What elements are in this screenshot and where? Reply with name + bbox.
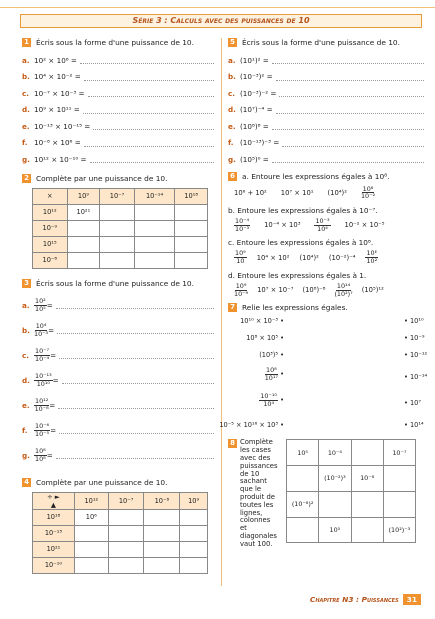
times-icon: × <box>47 192 53 200</box>
grid-cell[interactable]: 10⁻⁴ <box>319 440 351 466</box>
table-cell[interactable] <box>175 236 208 252</box>
item-fraction <box>34 423 50 437</box>
exercise-number: 6 <box>228 172 237 181</box>
item-expression: 10¹² × 10⁻¹⁰ = <box>34 154 87 164</box>
chapter-title: Chapitre N3 : Puissances <box>309 595 399 604</box>
answer-line[interactable] <box>58 401 214 409</box>
table-cell[interactable]: 10²¹ <box>67 204 100 220</box>
exercise-item <box>228 151 424 168</box>
equals-sign: = <box>49 400 56 410</box>
equals-sign: = <box>50 350 57 360</box>
exercise-instruction: Relie les expressions égales. <box>242 303 348 313</box>
numerator: 10⁻¹³ <box>35 371 52 380</box>
column-divider <box>221 38 222 586</box>
item-label: e. <box>22 400 30 410</box>
exercise-item <box>228 135 424 152</box>
table-cell[interactable] <box>175 204 208 220</box>
right-expression[interactable]: • 10⁻¹² <box>404 351 428 360</box>
expression[interactable]: (10⁵)¹² <box>361 286 384 295</box>
item-expression: (10⁸)⁸ = <box>240 121 269 131</box>
answer-line[interactable] <box>276 73 424 81</box>
equals-sign: = <box>48 325 55 335</box>
expression[interactable]: (10⁸)⁻⁸ <box>302 286 326 295</box>
exercise-instruction: Complète les cases avec des puissances de 10 sachant que le produit de toutes les lignes, colonnes et diagonales vaut 100. <box>240 438 278 548</box>
exercise-item <box>228 102 424 119</box>
table-cell[interactable] <box>100 220 135 236</box>
expression[interactable]: 10⁷ × 10¹ <box>280 188 314 197</box>
item-fraction <box>34 298 47 312</box>
table-cell[interactable] <box>144 541 180 557</box>
row-header: 10¹² <box>33 204 68 220</box>
answer-line[interactable] <box>59 351 214 359</box>
item-label: c. <box>22 88 29 98</box>
expression-fraction[interactable] <box>365 250 378 264</box>
right-expression[interactable]: • 10¹⁰ <box>404 317 424 326</box>
grid-cell[interactable] <box>383 491 415 517</box>
item-label: a. <box>228 55 236 65</box>
item-label: f. <box>228 138 234 148</box>
left-expression[interactable]: 10¹⁰ × 10⁻³ • <box>240 317 284 326</box>
grid-cell[interactable] <box>287 466 319 492</box>
matching-area <box>219 317 428 437</box>
numerator: 10⁻⁶ <box>35 421 50 430</box>
right-expression[interactable]: • 10⁻⁹ <box>404 334 425 343</box>
expression[interactable]: 10⁻² × 10⁻⁵ <box>344 221 385 230</box>
table-cell[interactable]: 10⁶ <box>74 509 108 525</box>
exercise-item <box>22 85 214 102</box>
item-label: c. <box>22 350 29 360</box>
right-expression[interactable]: • 10⁷ <box>404 399 422 408</box>
column-header: 10⁹ <box>180 492 208 509</box>
item-fraction <box>34 348 50 362</box>
equals-sign: = <box>46 450 53 460</box>
item-label: b. <box>228 72 236 82</box>
right-expression[interactable]: • 10¹⁴ <box>404 421 424 430</box>
table-cell[interactable] <box>74 525 108 541</box>
expression[interactable]: 10⁷ × 10⁻⁷ <box>257 286 294 295</box>
item-label: a. <box>22 300 30 310</box>
column-header: 10⁹ <box>67 188 100 204</box>
expression-fraction[interactable] <box>234 218 250 232</box>
table-cell[interactable] <box>100 252 135 268</box>
exercise-item <box>22 443 214 468</box>
answer-line[interactable] <box>56 451 214 459</box>
grid-cell[interactable] <box>319 491 351 517</box>
table-cell[interactable] <box>180 541 208 557</box>
exercise-number: 7 <box>228 303 237 312</box>
table-cell[interactable] <box>134 252 174 268</box>
denominator: 10¹⁷ <box>264 373 278 382</box>
grid-cell[interactable] <box>287 517 319 543</box>
item-expression: (10¹)² = <box>240 55 269 65</box>
item-expression: (10⁻³)⁻² = <box>240 88 277 98</box>
exercise-number: 1 <box>22 38 31 47</box>
item-label: d. <box>228 105 236 115</box>
item-expression: 10⁴ × 10⁻² = <box>34 72 81 82</box>
numerator: 10⁴ <box>35 321 47 330</box>
division-table <box>32 492 208 574</box>
answer-line[interactable] <box>84 73 214 81</box>
answer-line[interactable] <box>276 106 424 114</box>
answer-line[interactable] <box>62 376 214 384</box>
expression[interactable]: 10⁴ × 10² <box>256 253 290 262</box>
grid-cell[interactable]: 10⁵ <box>319 517 351 543</box>
table-cell[interactable] <box>175 252 208 268</box>
equals-sign: = <box>46 300 53 310</box>
column-header: 10⁻⁷ <box>100 188 135 204</box>
right-expression[interactable]: • 10⁻¹⁴ <box>404 373 428 382</box>
table-cell[interactable] <box>74 541 108 557</box>
table-cell[interactable] <box>144 525 180 541</box>
table-cell[interactable] <box>67 236 100 252</box>
item-expression: (10⁵)⁰ = <box>240 154 269 164</box>
exercise-item <box>22 343 214 368</box>
exercise-6d-instruction: d. Entoure les expressions égales à 1. <box>228 270 367 280</box>
answer-line[interactable] <box>93 122 214 130</box>
numerator: 10¹² <box>35 396 49 405</box>
left-expression[interactable]: 10⁸ × 10⁵ • <box>246 334 284 343</box>
table-cell[interactable] <box>67 252 100 268</box>
item-label: e. <box>22 121 30 131</box>
exercise-5 <box>228 38 424 168</box>
table-cell[interactable] <box>134 220 174 236</box>
numerator: 10⁸ <box>35 446 46 455</box>
answer-line[interactable] <box>272 122 424 130</box>
exercise-item <box>228 118 424 135</box>
corner-cell <box>33 492 75 509</box>
answer-line[interactable] <box>90 155 214 163</box>
table-cell[interactable] <box>108 557 144 573</box>
expression[interactable]: (10⁴)² <box>299 253 319 262</box>
column-header: 10¹⁸ <box>175 188 208 204</box>
column-header: 10⁻⁸ <box>144 492 180 509</box>
divide-icon: ÷ <box>47 492 53 501</box>
item-expression: (10⁻³)² = <box>240 72 273 82</box>
left-column <box>22 38 214 574</box>
arrow-right-icon: ► <box>54 492 60 501</box>
expression-fraction[interactable] <box>334 283 352 297</box>
exercise-number: 3 <box>22 279 31 288</box>
item-label: g. <box>228 154 236 164</box>
denominator: 10⁸ <box>35 454 46 463</box>
item-expression: 10⁹ × 10¹¹ = <box>34 105 80 115</box>
denominator: 10¹⁰ <box>36 379 50 388</box>
numerator: 10ᴱ <box>366 249 378 258</box>
magic-square <box>286 439 416 543</box>
item-expression: 10² × 10⁶ = <box>34 55 77 65</box>
table-cell[interactable] <box>67 220 100 236</box>
exercise-instruction: Complète par une puissance de 10. <box>36 173 168 183</box>
row-header: 10⁻¹³ <box>33 525 75 541</box>
exercise-8 <box>228 439 424 548</box>
denominator: 10⁴ <box>317 224 328 233</box>
left-expression[interactable]: (10³)⁵ • <box>259 351 284 360</box>
exercise-item <box>22 52 214 69</box>
row-header: 10⁻¹⁰ <box>33 557 75 573</box>
item-fraction <box>34 448 47 462</box>
denominator: 10⁻² <box>360 192 376 201</box>
exercise-item <box>22 418 214 443</box>
item-label: b. <box>22 72 30 82</box>
column-header: 10⁻¹⁴ <box>134 188 174 204</box>
multiplication-table <box>32 188 208 269</box>
table-cell[interactable] <box>134 204 174 220</box>
exercise-number: 2 <box>22 174 31 183</box>
item-expression: (10⁻¹³)⁻³ = <box>240 138 280 148</box>
grid-cell[interactable] <box>383 466 415 492</box>
exercise-instruction: Écris sous la forme d'une puissance de 10. <box>36 38 194 47</box>
answer-line[interactable] <box>272 155 424 163</box>
exercise-4 <box>22 478 214 574</box>
denominator: 10⁻⁴ <box>35 354 50 363</box>
grid-cell[interactable]: 10⁵ <box>287 440 319 466</box>
grid-cell[interactable]: 10⁻⁸ <box>351 466 383 492</box>
row-header: 10⁻⁸ <box>33 252 68 268</box>
exercise-number: 4 <box>22 478 31 487</box>
column-header: 10⁻⁷ <box>108 492 144 509</box>
table-cell[interactable] <box>134 236 174 252</box>
exercise-item <box>228 85 424 102</box>
exercise-item <box>22 393 214 418</box>
denominator: 10⁻⁹ <box>234 289 249 298</box>
expression[interactable]: 10⁻⁴ × 10³ <box>264 221 301 230</box>
grid-cell[interactable]: (10⁻⁸)² <box>287 491 319 517</box>
expression-fraction[interactable] <box>314 218 330 232</box>
exercise-7 <box>219 303 428 437</box>
denominator: 10⁻⁵ <box>35 429 50 438</box>
numerator: 10⁹ <box>235 249 246 258</box>
grid-cell[interactable]: 10⁻⁷ <box>383 440 415 466</box>
table-cell[interactable] <box>144 509 180 525</box>
grid-cell[interactable] <box>351 440 383 466</box>
table-cell[interactable] <box>108 541 144 557</box>
answer-line[interactable] <box>56 301 214 309</box>
page-footer <box>310 594 421 605</box>
table-cell[interactable] <box>144 557 180 573</box>
numerator: 10⁸ <box>266 366 277 375</box>
item-label: g. <box>22 450 30 460</box>
numerator: 10⁶ <box>362 184 374 193</box>
left-expression[interactable]: $\frac{\text{10⁸}}{\text{10¹⁷}}$ • <box>264 366 284 382</box>
item-label: b. <box>22 325 30 335</box>
table-cell[interactable] <box>175 220 208 236</box>
exercise-number: 5 <box>228 38 237 47</box>
denominator: 10⁻⁸ <box>34 404 49 413</box>
table-cell[interactable] <box>108 525 144 541</box>
item-label: f. <box>22 425 28 435</box>
exercise-1 <box>22 38 214 168</box>
numerator: 10² <box>35 296 46 305</box>
denominator: 10⁻³ <box>34 329 49 338</box>
item-label: f. <box>22 138 28 148</box>
exercise-instruction: Écris sous la forme d'une puissance de 10. <box>36 278 194 288</box>
exercise-number: 8 <box>228 439 237 448</box>
row-header: 10¹⁵ <box>33 236 68 252</box>
exercise-instruction: Écris sous la forme d'une puissance de 10. <box>242 38 400 47</box>
exercise-item <box>22 102 214 119</box>
expression[interactable]: (10⁻²)⁻⁴ <box>328 253 356 262</box>
expression-fraction[interactable] <box>361 186 375 200</box>
exercise-6c-instruction: c. Entoure les expressions égales à 10⁸. <box>228 238 374 248</box>
expression-row-a <box>234 186 424 200</box>
item-expression: 10⁻⁸ × 10⁶ = <box>34 138 81 148</box>
table-cell[interactable] <box>108 509 144 525</box>
exercise-item <box>228 69 424 86</box>
expression-row-d <box>234 283 424 297</box>
left-expression[interactable]: $\frac{\text{10⁻¹⁰}}{\text{10⁴}}$ • <box>260 392 284 408</box>
exercise-item <box>22 368 214 393</box>
left-expression[interactable]: 10⁻⁵ × 10¹⁶ × 10³ • <box>219 421 284 430</box>
answer-line[interactable] <box>57 326 214 334</box>
table-cell[interactable] <box>100 204 135 220</box>
numerator: 10⁻¹⁰ <box>260 392 277 401</box>
denominator: 10² <box>366 257 378 266</box>
answer-line[interactable] <box>88 89 214 97</box>
row-header: 10¹⁸ <box>33 509 75 525</box>
exercise-2 <box>22 174 214 269</box>
item-expression: 10⁻⁷ × 10⁻³ = <box>34 88 85 98</box>
top-band <box>0 0 435 8</box>
exercise-6 <box>228 172 424 298</box>
table-cell[interactable] <box>180 509 208 525</box>
grid-cell[interactable]: (10²)⁻³ <box>383 517 415 543</box>
item-label: a. <box>22 55 30 65</box>
exercise-item <box>22 151 214 168</box>
item-fraction <box>34 373 53 387</box>
numerator: 10¹⁴ <box>336 281 351 290</box>
grid-cell[interactable]: (10⁻²)³ <box>319 466 351 492</box>
item-label: d. <box>22 105 30 115</box>
table-cell[interactable] <box>180 557 208 573</box>
numerator: 10⁻³ <box>315 216 330 225</box>
grid-cell[interactable] <box>351 517 383 543</box>
expression-row-c <box>234 250 424 264</box>
exercise-item <box>22 135 214 152</box>
answer-line[interactable] <box>80 56 214 64</box>
answer-line[interactable] <box>282 139 424 147</box>
table-cell[interactable] <box>180 525 208 541</box>
grid-cell[interactable] <box>351 491 383 517</box>
exercise-6b-instruction: b. Entoure les expressions égales à 10⁻⁷. <box>228 205 378 215</box>
answer-line[interactable] <box>272 56 424 64</box>
item-label: c. <box>228 88 235 98</box>
item-expression: (10⁷)⁻⁴ = <box>240 105 273 115</box>
item-label: d. <box>22 375 30 385</box>
denominator: 10⁻³ <box>235 224 250 233</box>
exercise-item <box>22 293 214 318</box>
item-expression: 10⁻¹³ × 10⁻¹⁵ = <box>34 121 91 131</box>
expression-fraction[interactable] <box>234 283 248 297</box>
exercise-item <box>22 318 214 343</box>
exercise-item <box>22 69 214 86</box>
expression[interactable]: 10⁶ + 10² <box>234 188 267 197</box>
exercise-6a-instruction: a. Entoure les expressions égales à 10⁸. <box>242 171 390 181</box>
exercise-3 <box>22 279 214 468</box>
right-column <box>219 38 428 549</box>
answer-line[interactable] <box>59 426 214 434</box>
denominator: 10⁴ <box>263 399 275 408</box>
answer-line[interactable] <box>83 106 214 114</box>
row-header: 10⁻⁹ <box>33 220 68 236</box>
item-label: e. <box>228 121 236 131</box>
denominator: 10⁵ <box>35 304 46 313</box>
item-fraction <box>34 398 49 412</box>
equals-sign: = <box>50 425 57 435</box>
page-number: 31 <box>403 594 421 605</box>
exercise-item <box>228 52 424 69</box>
row-header: 10²¹ <box>33 541 75 557</box>
corner-cell <box>33 188 68 204</box>
expression-row-b <box>234 218 424 232</box>
answer-line[interactable] <box>279 89 424 97</box>
table-cell[interactable] <box>100 236 135 252</box>
item-label: g. <box>22 154 30 164</box>
page-title: Série 3 : Calculs avec des puissances de 10 <box>20 14 422 28</box>
expression-fraction[interactable] <box>234 250 247 264</box>
exercise-instruction: Complète par une puissance de 10. <box>36 477 168 487</box>
equals-sign: = <box>52 375 59 385</box>
exercise-item <box>22 118 214 135</box>
table-cell[interactable] <box>74 557 108 573</box>
column-header: 10¹² <box>74 492 108 509</box>
denominator: (10²)⁷ <box>334 289 353 298</box>
expression[interactable]: (10⁴)² <box>327 188 347 197</box>
answer-line[interactable] <box>84 139 214 147</box>
arrow-up-icon: ▲ <box>50 500 56 509</box>
numerator: 10⁹ <box>235 281 247 290</box>
numerator: 10⁻⁷ <box>35 346 50 355</box>
denominator: 10 <box>236 257 245 266</box>
item-fraction <box>34 323 48 337</box>
numerator: 10⁻⁴ <box>235 216 250 225</box>
